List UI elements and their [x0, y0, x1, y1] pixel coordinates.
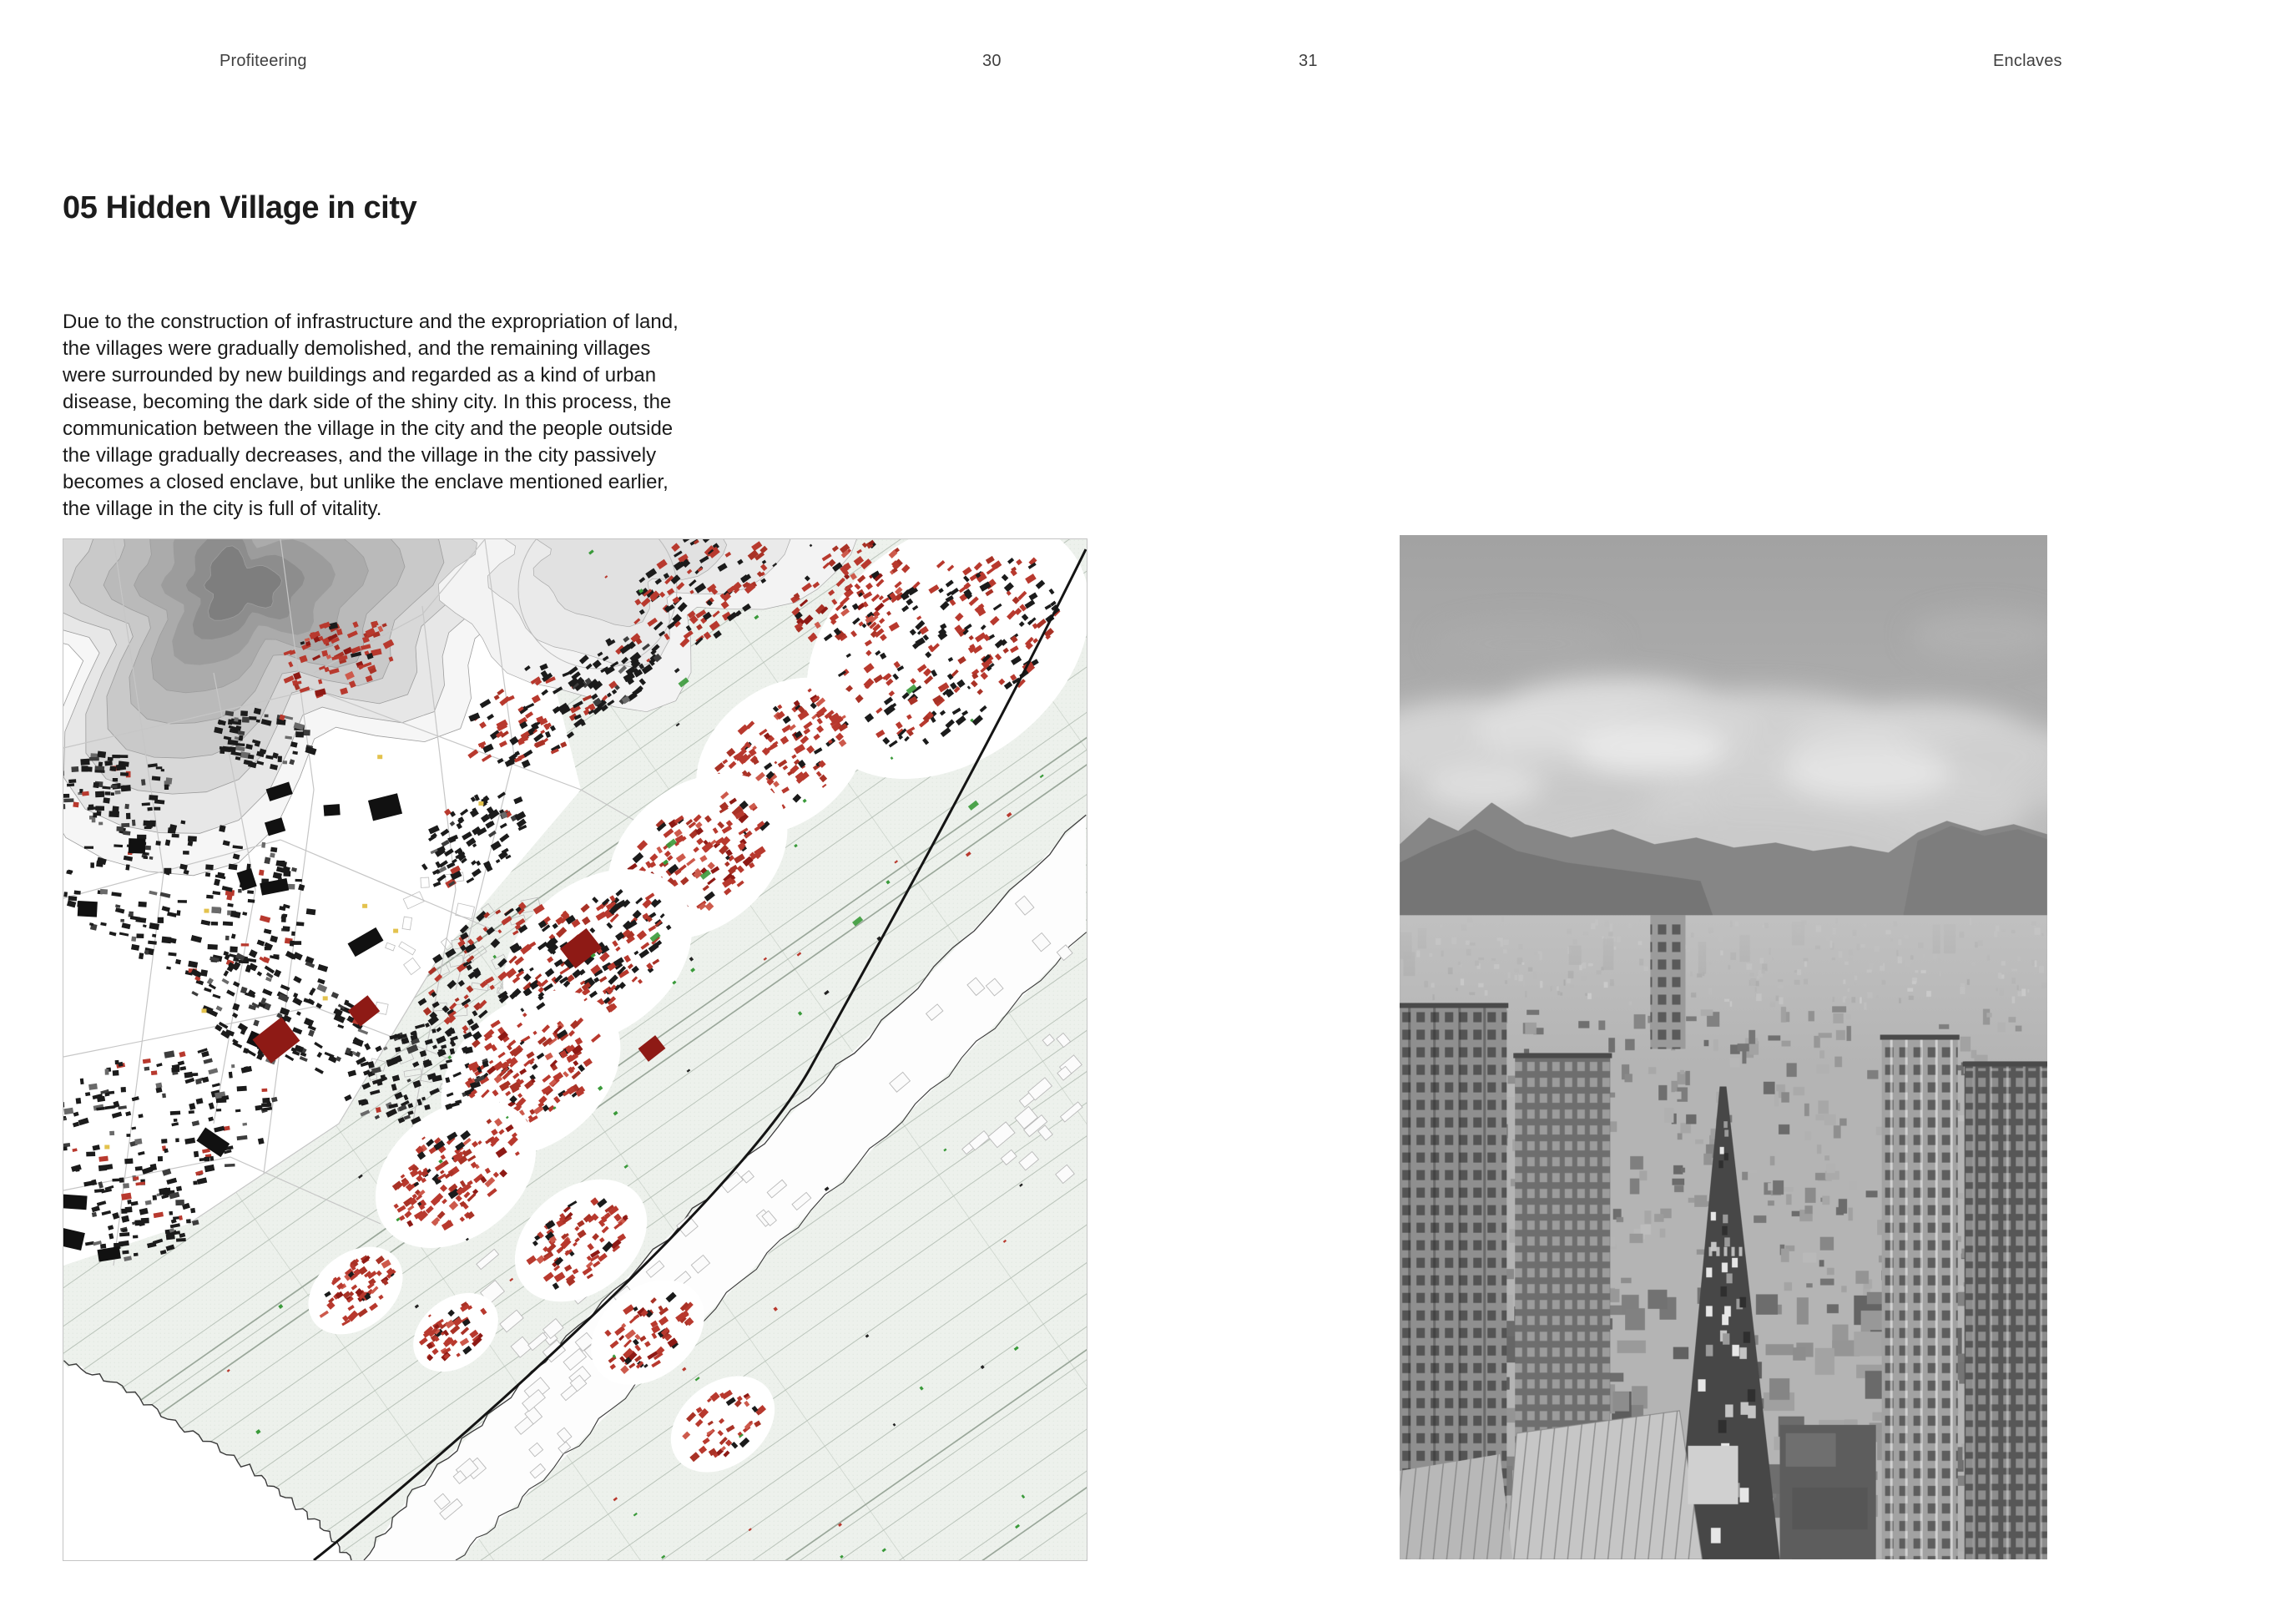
section-title: 05 Hidden Village in city [63, 190, 417, 226]
chapter-title-label: Enclaves [1993, 52, 2062, 70]
photo-canvas [1400, 535, 2047, 1559]
body-paragraph: Due to the construction of infrastructure and the expropriation of land, the villages were gradually demolished, and the remaining villages were surrounded by new buildings and regarded as a kind of urban disease, becoming the dark side of the shiny city. In this process, the communication between the village in the city and the people outside the village gradually decreases, and the village in the city passively becomes a closed enclave, but unlike the enclave mentioned earlier, the village in the city is full of vitality. [63, 311, 679, 520]
page-number-left: 30 [982, 52, 1002, 70]
page-number-right: 31 [1299, 52, 1318, 70]
book-title-label: Profiteering [220, 52, 307, 70]
photo-figure [1400, 535, 2047, 1559]
map-figure [63, 538, 1087, 1561]
map-canvas [63, 539, 1087, 1560]
